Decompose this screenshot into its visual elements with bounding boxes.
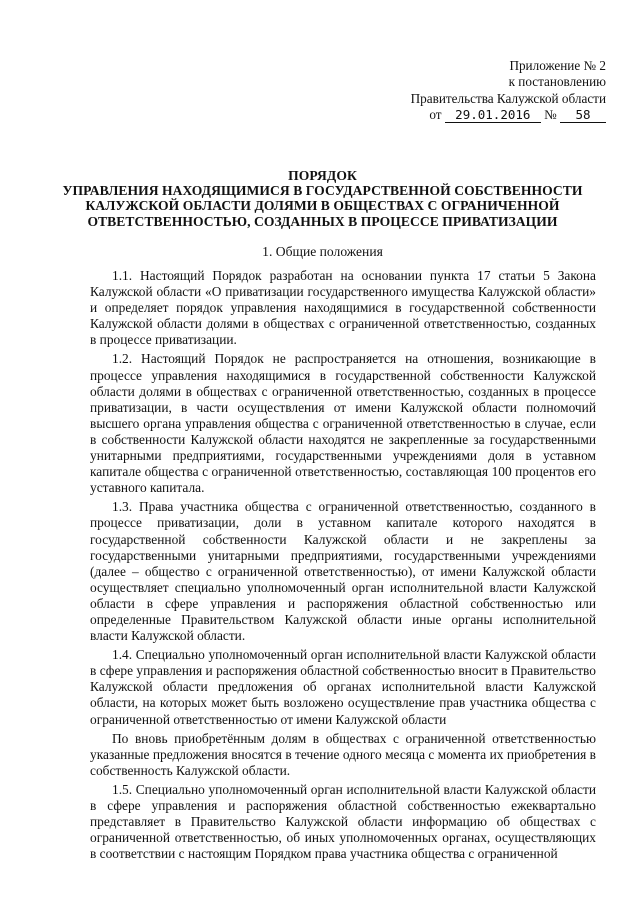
annex-resolution-ref: к постановлению	[508, 74, 606, 90]
paragraph-1-3: 1.3. Права участника общества с ограниченной ответственностью, созданного в процессе приватизации, доли в уставном капитале которого находятся в государственной собственности Калужской области и не закреплены за государственными унитарными предприятиями, государственными учреждениями (далее – общество с ограниченной ответственностью), от имени Калужской области осуществляет специально уполномоченный орган исполнительной власти Калужской области в сфере управления и распоряжения областной собственностью или определенные Правительством Калужской области иные органы исполнительной власти Калужской области.	[90, 499, 596, 644]
title-line-1: ПОРЯДОК	[288, 168, 357, 183]
number-label: №	[544, 107, 557, 123]
paragraph-1-5: 1.5. Специально уполномоченный орган исполнительной власти Калужской области в сфере управления и распоряжения областной собственностью ежеквартально представляет в Правительство Калужской области информацию об обществах с ограниченной ответственностью, об иных уполномоченных органах, осуществляющих в соответствии с настоящим Порядком права участника общества с ограниченной	[90, 781, 596, 862]
section-heading: 1. Общие положения	[262, 244, 383, 259]
paragraph-1-2: 1.2. Настоящий Порядок не распространяется на отношения, возникающие в процессе управления находящимися в государственной собственности Калужской области долями в обществах с ограниченной ответственностью, созданных в процессе приватизации, в части осуществления от имени Калужской области полномочий высшего органа управления общества с ограниченной ответственностью в случае, если в собственности Калужской области находятся не закрепленные за государственными унитарными предприятиями, государственными учреждениями доля в уставном капитале общества с ограниченной ответственностью, составляющая 100 процентов его уставного капитала.	[90, 351, 596, 496]
from-label: от	[429, 107, 442, 123]
title-line-3: КАЛУЖСКОЙ ОБЛАСТИ ДОЛЯМИ В ОБЩЕСТВАХ С ОГРАНИЧЕННОЙ	[85, 198, 560, 214]
title-line-2: УПРАВЛЕНИЯ НАХОДЯЩИМИСЯ В ГОСУДАРСТВЕННОЙ СОБСТВЕННОСТИ	[62, 183, 583, 199]
document-title	[50, 168, 595, 229]
paragraph-1-4-continuation: По вновь приобретённым долям в обществах с ограниченной ответственностью указанные предложения вносятся в течение одного месяца с момента их приобретения в собственность Калужской области.	[90, 730, 596, 778]
annex-header	[411, 58, 606, 124]
annex-number: Приложение № 2	[509, 58, 606, 73]
title-line-4: ОТВЕТСТВЕННОСТЬЮ, СОЗДАННЫХ В ПРОЦЕССЕ ПРИВАТИЗАЦИИ	[87, 213, 558, 229]
resolution-date: 29.01.2016	[445, 108, 541, 123]
paragraph-1-1: 1.1. Настоящий Порядок разработан на основании пункта 17 статьи 5 Закона Калужской области «О приватизации государственного имущества Калужской области» и определяет порядок управления находящимися в государственной собственности Калужской области долями в обществах с ограниченной ответственностью, созданных в процессе приватизации.	[90, 268, 596, 348]
annex-government: Правительства Калужской области	[410, 90, 606, 106]
document-body	[90, 268, 596, 865]
annex-date-number-line	[411, 107, 606, 123]
resolution-number: 58	[560, 108, 606, 123]
paragraph-1-4: 1.4. Специально уполномоченный орган исполнительной власти Калужской области в сфере управления и распоряжения областной собственностью вносит в Правительство Калужской области предложения об органах исполнительной власти Калужской области, на которых может быть возложено осуществление прав участника общества с ограниченной ответственностью от имени Калужской области	[90, 647, 596, 727]
